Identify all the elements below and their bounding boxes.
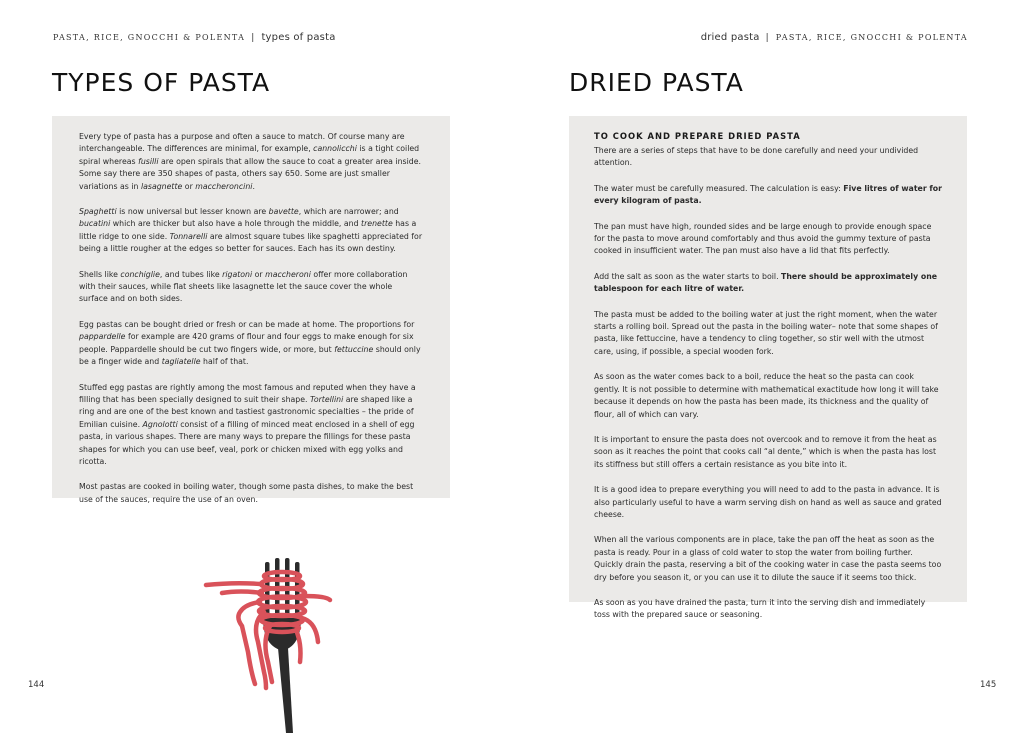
header-separator: | bbox=[251, 33, 256, 43]
text-panel bbox=[52, 116, 450, 504]
page-title: DRIED PASTA bbox=[569, 68, 744, 97]
right-page bbox=[510, 0, 1020, 733]
paragraph: The pan must have high, rounded sides and be large enough to provide enough space for the pasta to move around comfortably and thus avoid the gummy texture of pasta cooked in insufficient water. The pan must also have a lid that fits perfectly. bbox=[594, 221, 932, 256]
paragraph: Egg pastas can be bought dried or fresh or can be made at home. The proportions for pappardelle for example are 420 grams of flour and four eggs to make enough for six people. Pappardelle should be cut two fingers wide, or more, but fettuccine should only be a finger wide and tagliatelle half of that. bbox=[79, 319, 421, 367]
paragraph: As soon as the water comes back to a boil, reduce the heat so the pasta can cook gently. It is not possible to determine with mathematical exactitude how long it will take because it depends on how the pasta has been made, its thickness and the quality of flour, all of which can vary. bbox=[594, 372, 939, 419]
header-section: PASTA, RICE, GNOCCHI & POLENTA bbox=[775, 33, 968, 42]
running-header-right bbox=[701, 32, 968, 43]
page-number: 144 bbox=[28, 680, 45, 690]
spaghetti-icon bbox=[206, 572, 330, 688]
paragraph: Add the salt as soon as the water starts to boil. There should be approximately one tablespoon for each litre of water. bbox=[594, 271, 938, 294]
header-topic: dried pasta bbox=[700, 32, 760, 43]
section-subheading: TO COOK AND PREPARE DRIED PASTA bbox=[594, 131, 801, 141]
header-separator: | bbox=[765, 33, 770, 43]
paragraph: Every type of pasta has a purpose and often a sauce to match. Of course many are interchangeable. The differences are minimal, for example, cannolicchi is a tight coiled spiral whereas fusilli are open spirals that allow the sauce to coat a greater area inside. Some say there are 350 shapes of pasta, others say 650. Some are just smaller variations as in lasagnette or maccheroncini. bbox=[79, 132, 421, 191]
paragraph: When all the various components are in place, take the pan off the heat as soon as the pasta is ready. Pour in a glass of cold water to stop the water from boiling further. Quickly drain the pasta, reserving a bit of the cooking water in case the pasta seems too dry before you season it, or you can use it to dilute the sauce if it seems too thick. bbox=[594, 535, 942, 582]
paragraph: The pasta must be added to the boiling water at just the right moment, when the water starts a rolling boil. Spread out the pasta in the boiling water– note that some shapes of pasta, like fettuccine, have a tendency to cling together, so stir well with the utmost care, using, if possible, a special wooden fork. bbox=[594, 309, 938, 356]
page-title: TYPES OF PASTA bbox=[52, 68, 271, 97]
page-number: 145 bbox=[980, 680, 997, 690]
fork-with-spaghetti-icon bbox=[200, 552, 340, 733]
header-topic: types of pasta bbox=[261, 32, 336, 43]
paragraph: Stuffed egg pastas are rightly among the most famous and reputed when they have a filling that has been specially designed to suit their shape. Tortellini are shaped like a ring and are one of the best known and tastiest gastronomic specialties – the pride of Emilian cuisine. Agnolotti consist of a filling of minced meat enclosed in a shell of egg pasta, in various shapes. There are many ways to prepare the fillings for these pasta shapes for which you can use beef, veal, pork or chicken mixed with egg yolks and ricotta. bbox=[79, 382, 416, 466]
header-section: PASTA, RICE, GNOCCHI & POLENTA bbox=[53, 33, 246, 42]
running-header-left bbox=[53, 32, 336, 43]
paragraph: Most pastas are cooked in boiling water, though some pasta dishes, to make the best use of the sauces, require the use of an oven. bbox=[79, 482, 414, 504]
fork-icon bbox=[263, 558, 301, 733]
text-panel bbox=[569, 116, 967, 620]
paragraph: Spaghetti is now universal but lesser known are bavette, which are narrower; and bucatini which are thicker but also have a hole through the middle, and trenette has a little ridge to one side. Tonnarelli are almost square tubes like spaghetti appreciated for being a little rougher at the edges so better for sauces. Each has its own destiny. bbox=[79, 207, 423, 254]
paragraph: As soon as you have drained the pasta, turn it into the serving dish and immediately toss with the prepared sauce or seasoning. bbox=[594, 597, 926, 620]
paragraph: It is important to ensure the pasta does not overcook and to remove it from the heat as soon as it reaches the point that cooks call “al dente,” which is when the pasta has lost its stiffness but still offers a certain resistance as you bite into it. bbox=[594, 434, 937, 469]
paragraph: It is a good idea to prepare everything you will need to add to the pasta in advance. It is also particularly useful to have a warm serving dish on hand as well as sauce and grated cheese. bbox=[594, 485, 942, 519]
paragraph: There are a series of steps that have to be done carefully and need your undivided attention. bbox=[594, 146, 919, 168]
paragraph: The water must be carefully measured. The calculation is easy: Five litres of water for every kilogram of pasta. bbox=[594, 183, 942, 206]
paragraph: Shells like conchiglie, and tubes like rigatoni or maccheroni offer more collaboration with their sauces, while flat sheets like lasagnette let the sauce cover the whole surface and on both sides. bbox=[79, 269, 408, 304]
